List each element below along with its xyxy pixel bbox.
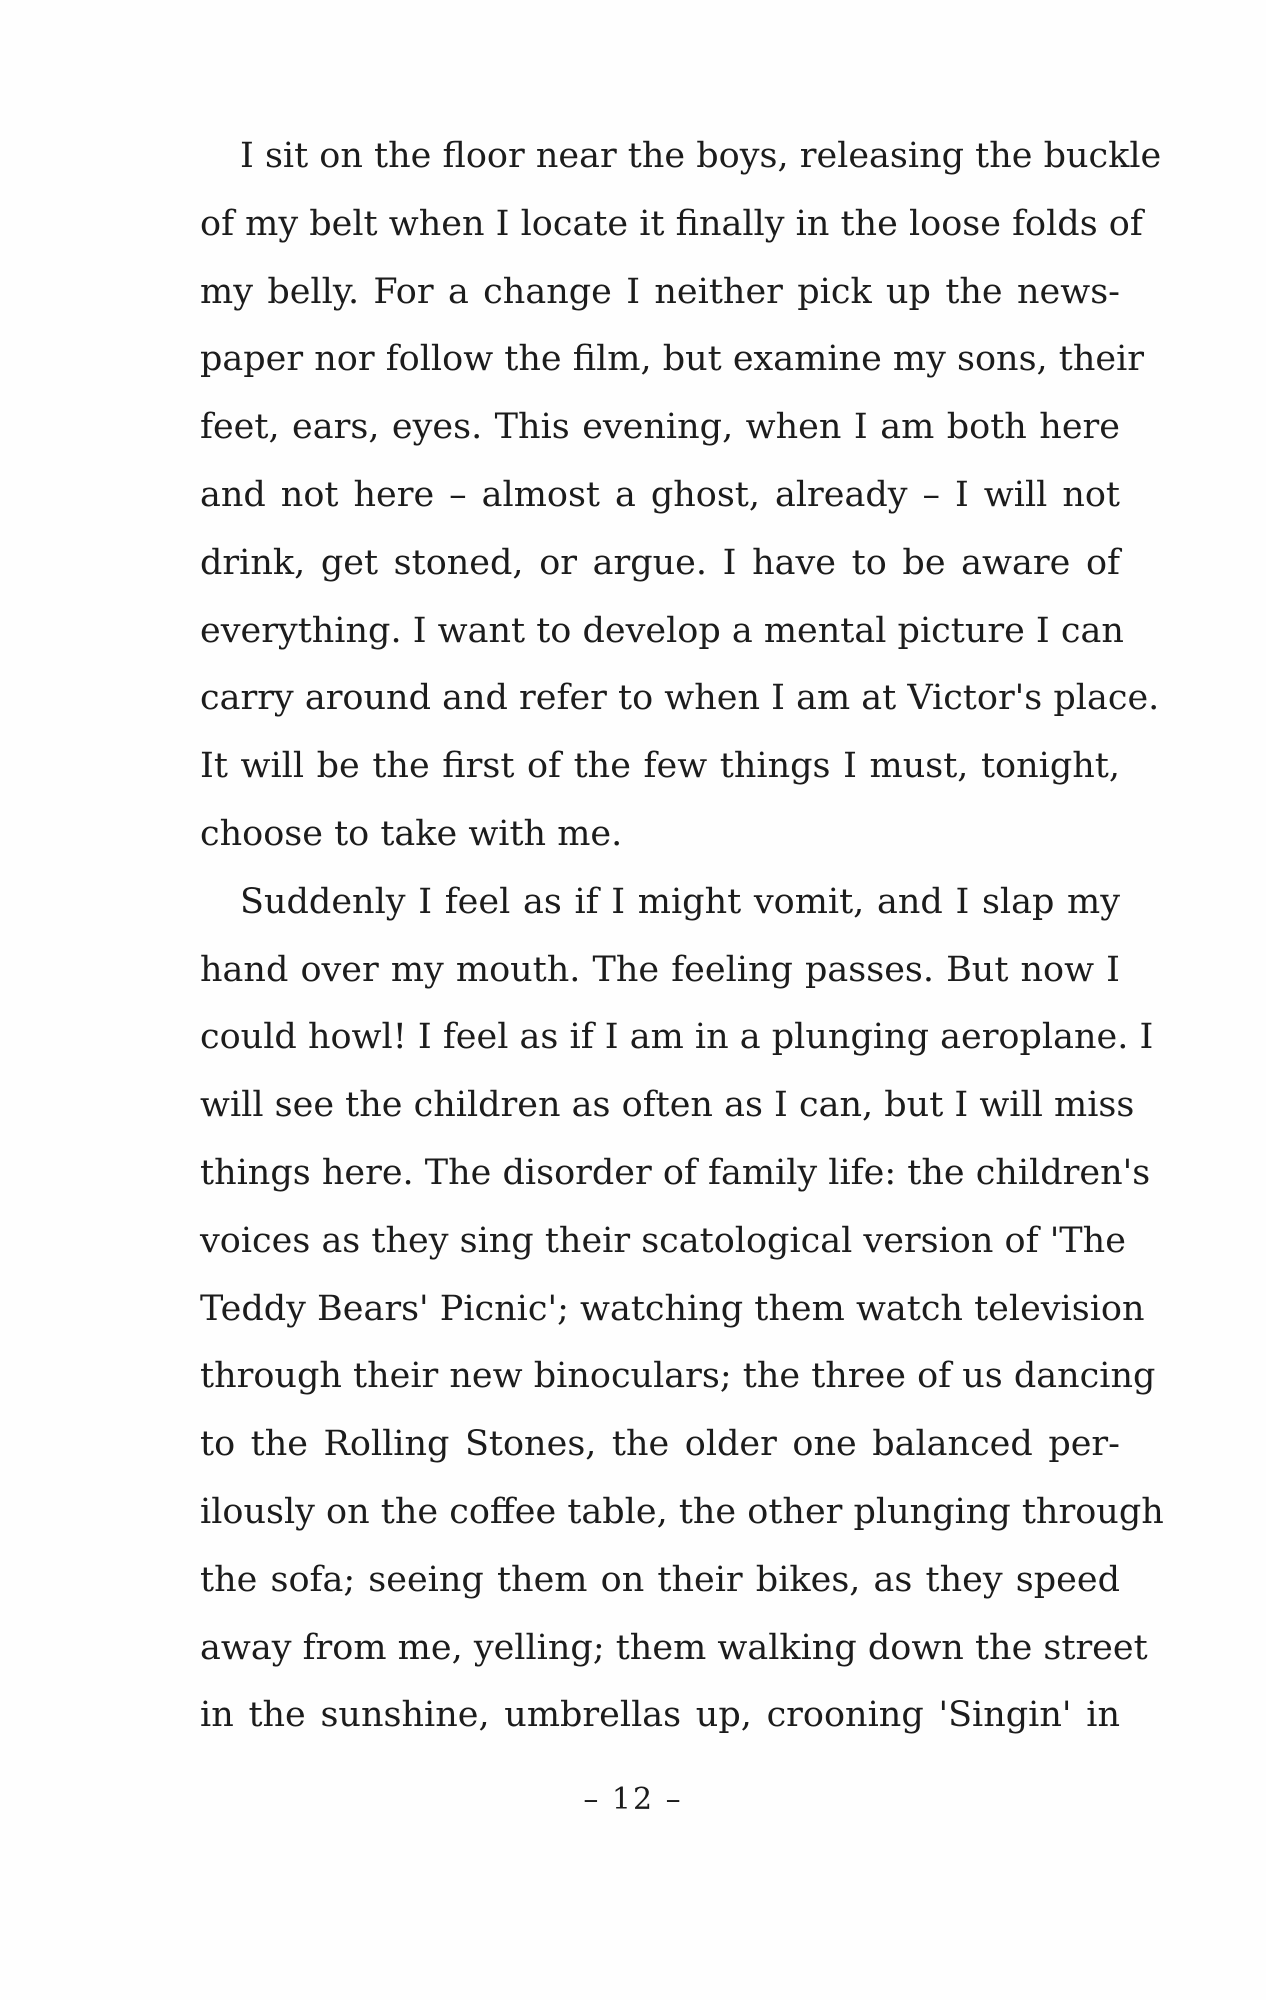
text-line: carry around and refer to when I am at Victor's place.: [200, 678, 1160, 719]
text-line: ilously on the coffee table, the other plunging through: [200, 1491, 1164, 1532]
text-line: paper nor follow the film, but examine my sons, their: [200, 339, 1145, 380]
text-line: everything. I want to develop a mental picture I can: [200, 610, 1124, 651]
text-line: could howl! I feel as if I am in a plunging aeroplane. I: [200, 1017, 1154, 1058]
text-line: to the Rolling Stones, the older one balanced per-: [200, 1424, 1120, 1465]
text-line: I sit on the floor near the boys, releasing the buckle: [240, 136, 1162, 176]
text-line: will see the children as often as I can, but I will miss: [200, 1085, 1135, 1126]
text-line: It will be the first of the few things I must, tonight,: [200, 746, 1120, 787]
text-line: the sofa; seeing them on their bikes, as they speed: [200, 1559, 1120, 1600]
paragraph-2: [200, 869, 1164, 1750]
text-line: drink, get stoned, or argue. I have to be aware of: [200, 542, 1120, 583]
text-line: things here. The disorder of family life: the children's: [200, 1152, 1151, 1193]
text-line: my belly. For a change I neither pick up the news-: [200, 271, 1120, 312]
text-line: feet, ears, eyes. This evening, when I am both here: [200, 407, 1120, 448]
text-line: in the sunshine, umbrellas up, crooning 'Singin' in: [200, 1695, 1120, 1736]
text-line: of my belt when I locate it finally in the loose folds of: [200, 203, 1143, 244]
text-line: hand over my mouth. The feeling passes. But now I: [200, 949, 1120, 990]
text-line: away from me, yelling; them walking down the street: [200, 1627, 1148, 1668]
text-line: and not here – almost a ghost, already – I will not: [200, 474, 1120, 515]
paragraph-1: [200, 123, 1162, 869]
page-number: – 12 –: [583, 1782, 683, 1817]
text-line: choose to take with me.: [200, 813, 623, 854]
text-line: Teddy Bears' Picnic'; watching them watch television: [200, 1288, 1145, 1329]
text-line: voices as they sing their scatological version of 'The: [200, 1220, 1126, 1261]
text-line: Suddenly I feel as if I might vomit, and I slap my: [240, 881, 1120, 922]
text-line: through their new binoculars; the three of us dancing: [200, 1356, 1156, 1397]
body-text: [200, 123, 1164, 1750]
